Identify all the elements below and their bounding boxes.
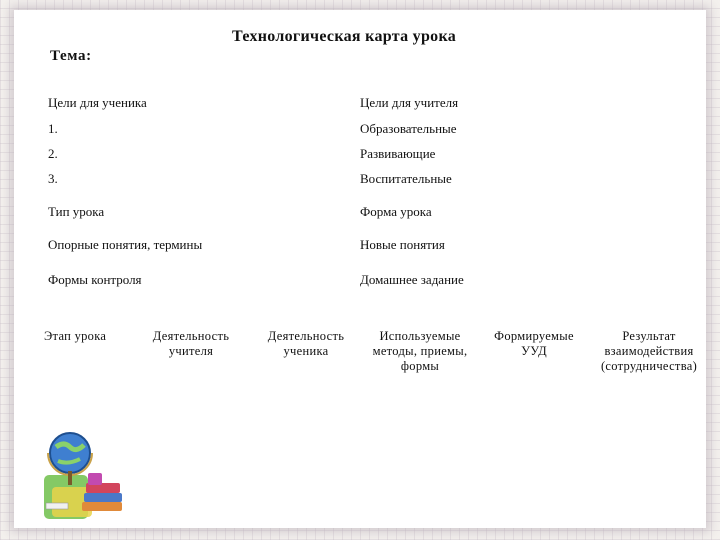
row-left-item-3: 3.: [48, 171, 58, 186]
topic-label: Тема:: [50, 48, 92, 64]
row-left-control-forms: Формы контроля: [48, 272, 142, 287]
page-title: Технологическая карта урока: [232, 28, 457, 45]
row-right-developing: Развивающие: [360, 146, 436, 161]
globe-books-clipart: [40, 425, 126, 523]
row-left-key-terms: Опорные понятия, термины: [48, 237, 203, 252]
row-right-educational: Образовательные: [360, 121, 457, 136]
row-right-new-concepts: Новые понятия: [360, 237, 445, 252]
row-right-lesson-form: Форма урока: [360, 204, 432, 219]
column-header-uud: Формируемые УУД: [494, 329, 574, 358]
row-right-teacher-goals: Цели для учителя: [360, 95, 459, 110]
row-right-homework: Домашнее задание: [360, 272, 464, 287]
column-header-stage: Этап урока: [44, 329, 107, 343]
row-left-student-goals: Цели для ученика: [48, 95, 147, 110]
row-left-lesson-type: Тип урока: [48, 204, 105, 219]
row-left-item-1: 1.: [48, 121, 58, 136]
column-header-teacher-activity: Деятельность учителя: [152, 329, 230, 358]
row-right-upbringing: Воспитательные: [360, 171, 452, 186]
row-left-item-2: 2.: [48, 146, 58, 161]
column-header-methods: Используемые методы, приемы, формы: [372, 329, 468, 373]
column-header-result: Результат взаимодействия (сотрудничества): [600, 329, 698, 373]
column-header-student-activity: Деятельность ученика: [267, 329, 345, 358]
